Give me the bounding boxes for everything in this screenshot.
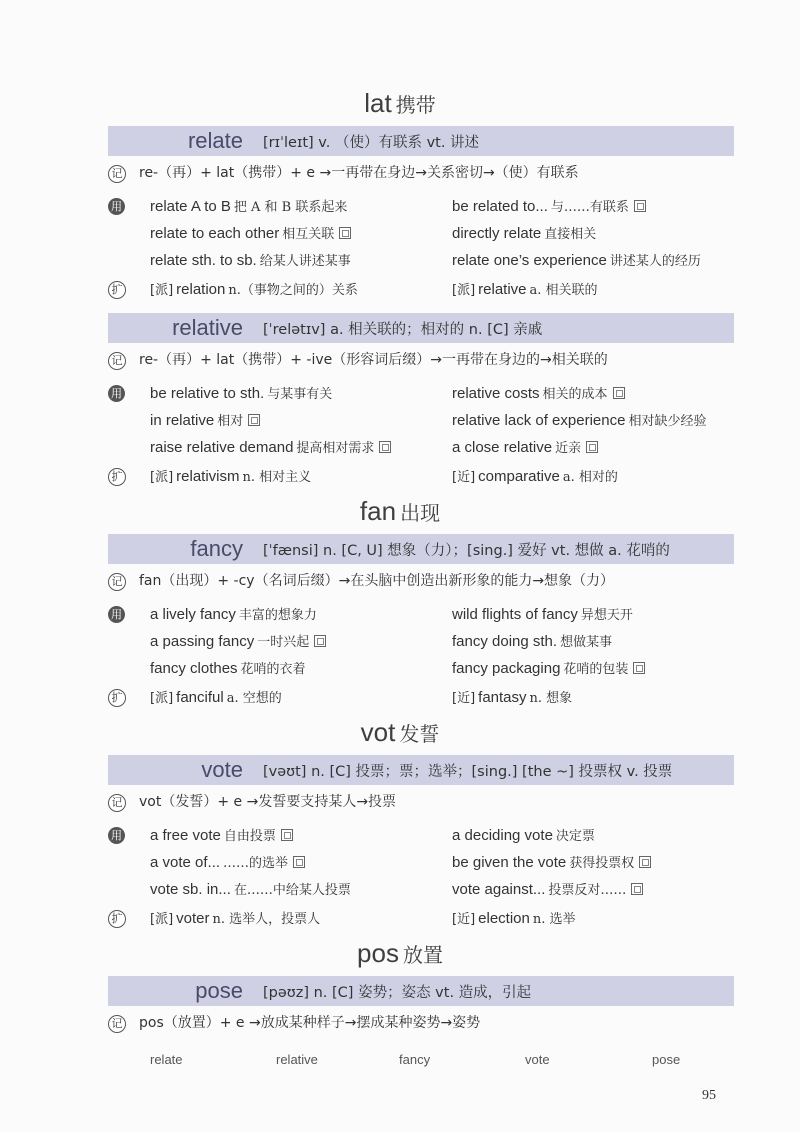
audio-box-icon[interactable] xyxy=(248,414,260,426)
audio-box-icon[interactable] xyxy=(639,856,651,868)
extension-tag: [派] xyxy=(452,283,476,298)
extension-tag: [派] xyxy=(150,691,174,706)
extension-item xyxy=(452,276,598,304)
headword-bar xyxy=(108,126,734,156)
definition: [ˈrelətɪv] a. 相关联的；相对的 n. [C] 亲戚 xyxy=(263,321,543,338)
usage-example xyxy=(452,849,651,877)
usage-badge-icon: 用 xyxy=(108,827,125,844)
root-word: lat xyxy=(364,88,392,118)
headword[interactable]: vote xyxy=(201,757,243,782)
example-translation: 与某事有关 xyxy=(267,387,333,402)
example-translation: 花哨的衣着 xyxy=(240,662,306,677)
root-heading xyxy=(0,494,800,528)
root-meaning: 出现 xyxy=(400,503,441,525)
root-word: pos xyxy=(357,938,399,968)
usage-example xyxy=(150,380,332,408)
example-phrase: wild flights of fancy xyxy=(452,606,578,623)
example-phrase: a lively fancy xyxy=(150,606,236,623)
audio-box-icon[interactable] xyxy=(281,829,293,841)
extension-word: election xyxy=(478,910,530,927)
usage-line xyxy=(0,407,800,434)
extension-word: voter xyxy=(176,910,210,927)
example-phrase: a free vote xyxy=(150,827,221,844)
usage-example xyxy=(150,434,391,462)
etymology-line xyxy=(0,789,800,816)
root-meaning: 携带 xyxy=(395,95,436,117)
usage-example xyxy=(150,876,351,904)
usage-example xyxy=(150,849,305,877)
audio-box-icon[interactable] xyxy=(633,662,645,674)
etymology-badge-icon: 记 xyxy=(108,794,126,812)
example-translation: ……的选举 xyxy=(223,856,289,871)
headword-bar xyxy=(108,313,734,343)
root-meaning: 放置 xyxy=(402,945,443,967)
example-translation: 一时兴起 xyxy=(257,635,310,650)
extension-gloss: n. 想象 xyxy=(529,691,573,706)
usage-line xyxy=(0,380,800,407)
extension-word: relation xyxy=(176,281,226,298)
audio-box-icon[interactable] xyxy=(634,200,646,212)
definition: [rɪˈleɪt] v. （使）有联系 vt. 讲述 xyxy=(263,134,480,151)
nav-word-pose[interactable]: pose xyxy=(652,1052,681,1067)
etymology-text: re-（再）+ lat（携带）+ -ive（形容词后缀）→一再带在身边的→相关联的 xyxy=(139,352,608,368)
example-phrase: in relative xyxy=(150,412,215,429)
etymology-text: pos（放置）+ e →放成某种样子→摆成某种姿势→姿势 xyxy=(139,1015,481,1031)
root-heading xyxy=(0,86,800,120)
example-translation: 获得投票权 xyxy=(569,856,635,871)
audio-box-icon[interactable] xyxy=(379,441,391,453)
usage-badge-icon: 用 xyxy=(108,606,125,623)
extension-item xyxy=(452,905,576,933)
extension-badge-icon: 扩 xyxy=(108,910,126,928)
example-phrase: relate one’s experience xyxy=(452,252,607,269)
usage-line xyxy=(0,876,800,903)
example-translation: 近亲 xyxy=(555,441,582,456)
nav-word-vote[interactable]: vote xyxy=(525,1052,550,1067)
extension-tag: [近] xyxy=(452,912,476,927)
example-phrase: fancy doing sth. xyxy=(452,633,558,650)
extension-line xyxy=(0,463,800,490)
etymology-badge-icon: 记 xyxy=(108,573,126,591)
usage-example xyxy=(150,193,347,221)
etymology-text: re-（再）+ lat（携带）+ e →一再带在身边→关系密切→（使）有联系 xyxy=(139,165,579,181)
example-phrase: be relative to sth. xyxy=(150,385,265,402)
headword[interactable]: pose xyxy=(195,978,243,1003)
root-heading xyxy=(0,936,800,970)
extension-tag: [派] xyxy=(150,912,174,927)
etymology-line xyxy=(0,568,800,595)
nav-word-relate[interactable]: relate xyxy=(150,1052,183,1067)
example-translation: 想做某事 xyxy=(560,635,613,650)
example-phrase: relative costs xyxy=(452,385,540,402)
extension-word: relative xyxy=(478,281,527,298)
extension-gloss: n. 选举 xyxy=(532,912,576,927)
nav-word-fancy[interactable]: fancy xyxy=(399,1052,431,1067)
example-phrase: a passing fancy xyxy=(150,633,255,650)
extension-tag: [派] xyxy=(150,283,174,298)
example-translation: 决定票 xyxy=(555,829,595,844)
extension-line xyxy=(0,276,800,303)
etymology-badge-icon: 记 xyxy=(108,352,126,370)
headword-bar xyxy=(108,976,734,1006)
extension-gloss: n.（事物之间的）关系 xyxy=(228,283,358,298)
usage-example xyxy=(452,380,625,408)
usage-example xyxy=(150,220,351,248)
usage-line xyxy=(0,220,800,247)
headword-bar xyxy=(108,755,734,785)
root-heading xyxy=(0,715,800,749)
root-meaning: 发誓 xyxy=(399,724,440,746)
example-translation: 花哨的包装 xyxy=(563,662,629,677)
example-phrase: vote sb. in... xyxy=(150,881,231,898)
example-phrase: a close relative xyxy=(452,439,553,456)
usage-line xyxy=(0,628,800,655)
definition: [pəʊz] n. [C] 姿势；姿态 vt. 造成，引起 xyxy=(263,984,532,1001)
example-translation: 与……有联系 xyxy=(550,200,629,215)
example-translation: 给某人讲述某事 xyxy=(259,254,351,269)
example-translation: 把 A 和 B 联系起来 xyxy=(233,200,348,215)
usage-line xyxy=(0,601,800,628)
example-phrase: fancy clothes xyxy=(150,660,238,677)
usage-badge-icon: 用 xyxy=(108,385,125,402)
example-phrase: be related to... xyxy=(452,198,548,215)
extension-item xyxy=(150,276,358,304)
audio-box-icon[interactable] xyxy=(314,635,326,647)
audio-box-icon[interactable] xyxy=(631,883,643,895)
etymology-badge-icon: 记 xyxy=(108,1015,126,1033)
extension-badge-icon: 扩 xyxy=(108,689,126,707)
audio-box-icon[interactable] xyxy=(339,227,351,239)
usage-example xyxy=(452,407,706,435)
extension-gloss: a. 相关联的 xyxy=(529,283,598,298)
usage-line xyxy=(0,849,800,876)
root-word: vot xyxy=(360,717,396,747)
definition: [ˈfænsi] n. [C, U] 想象（力）；[sing.] 爱好 vt. 想做 a. 花哨的 xyxy=(263,542,670,559)
entry-gap xyxy=(0,303,800,313)
extension-gloss: a. 空想的 xyxy=(226,691,282,706)
example-translation: 直接相关 xyxy=(544,227,597,242)
example-translation: 相互关联 xyxy=(282,227,335,242)
root-word: fan xyxy=(359,496,397,526)
usage-example xyxy=(150,655,306,683)
extension-tag: [近] xyxy=(452,691,476,706)
example-phrase: vote against... xyxy=(452,881,546,898)
example-phrase: relate sth. to sb. xyxy=(150,252,257,269)
extension-item xyxy=(452,463,618,491)
usage-example xyxy=(150,407,260,435)
audio-box-icon[interactable] xyxy=(586,441,598,453)
headword[interactable]: relative xyxy=(172,315,243,340)
example-phrase: a vote of... xyxy=(150,854,221,871)
etymology-line xyxy=(0,160,800,187)
usage-line xyxy=(0,434,800,461)
usage-example xyxy=(452,655,645,683)
usage-line xyxy=(0,247,800,274)
usage-example xyxy=(150,628,326,656)
extension-item xyxy=(150,463,311,491)
example-phrase: fancy packaging xyxy=(452,660,561,677)
nav-word-relative[interactable]: relative xyxy=(276,1052,318,1067)
headword-bar xyxy=(108,534,734,564)
usage-line xyxy=(0,822,800,849)
example-translation: 提高相对需求 xyxy=(296,441,375,456)
extension-gloss: n. 相对主义 xyxy=(242,470,312,485)
example-phrase: raise relative demand xyxy=(150,439,294,456)
usage-example xyxy=(150,822,293,850)
extension-gloss: n. 选举人，投票人 xyxy=(212,912,321,927)
example-translation: 讲述某人的经历 xyxy=(609,254,701,269)
usage-badge-icon: 用 xyxy=(108,198,125,215)
extension-tag: [派] xyxy=(150,470,174,485)
usage-example xyxy=(150,601,317,629)
extension-line xyxy=(0,684,800,711)
etymology-text: vot（发誓）+ e →发誓要支持某人→投票 xyxy=(139,794,397,810)
extension-word: fantasy xyxy=(478,689,527,706)
etymology-line xyxy=(0,347,800,374)
example-translation: 在……中给某人投票 xyxy=(233,883,351,898)
example-translation: 丰富的想象力 xyxy=(238,608,317,623)
example-translation: 相对 xyxy=(217,414,244,429)
usage-example xyxy=(452,434,598,462)
extension-badge-icon: 扩 xyxy=(108,468,126,486)
audio-box-icon[interactable] xyxy=(293,856,305,868)
example-translation: 投票反对…… xyxy=(548,883,627,898)
usage-example xyxy=(452,876,643,904)
usage-example xyxy=(452,247,701,275)
usage-example xyxy=(452,822,595,850)
example-phrase: relative lack of experience xyxy=(452,412,626,429)
usage-line xyxy=(0,655,800,682)
extension-item xyxy=(150,684,282,712)
extension-item xyxy=(150,905,320,933)
extension-line xyxy=(0,905,800,932)
extension-word: comparative xyxy=(478,468,560,485)
extension-word: relativism xyxy=(176,468,240,485)
usage-example xyxy=(452,220,596,248)
top-margin xyxy=(0,0,800,86)
example-translation: 自由投票 xyxy=(223,829,276,844)
usage-example xyxy=(452,193,646,221)
extension-tag: [近] xyxy=(452,470,476,485)
usage-example xyxy=(452,601,633,629)
example-phrase: directly relate xyxy=(452,225,542,242)
extension-item xyxy=(452,684,572,712)
usage-example xyxy=(452,628,612,656)
etymology-badge-icon: 记 xyxy=(108,165,126,183)
definition: [vəʊt] n. [C] 投票；票；选举；[sing.] [the ~] 投票权 v. 投票 xyxy=(263,763,673,780)
headword[interactable]: relate xyxy=(187,128,243,153)
audio-box-icon[interactable] xyxy=(613,387,625,399)
etymology-line xyxy=(0,1010,800,1037)
extension-gloss: a. 相对的 xyxy=(562,470,618,485)
usage-line xyxy=(0,193,800,220)
example-translation: 相关的成本 xyxy=(542,387,608,402)
etymology-text: fan（出现）+ -cy（名词后缀）→在头脑中创造出新形象的能力→想象（力） xyxy=(139,573,615,589)
extension-word: fanciful xyxy=(176,689,224,706)
extension-badge-icon: 扩 xyxy=(108,281,126,299)
headword[interactable]: fancy xyxy=(190,536,243,561)
usage-example xyxy=(150,247,351,275)
example-phrase: a deciding vote xyxy=(452,827,553,844)
bottom-word-nav xyxy=(0,1052,800,1072)
example-translation: 相对缺少经验 xyxy=(628,414,707,429)
example-translation: 异想天开 xyxy=(580,608,633,623)
example-phrase: relate A to B xyxy=(150,198,231,215)
example-phrase: be given the vote xyxy=(452,854,567,871)
example-phrase: relate to each other xyxy=(150,225,280,242)
page-number: 95 xyxy=(702,1088,716,1103)
